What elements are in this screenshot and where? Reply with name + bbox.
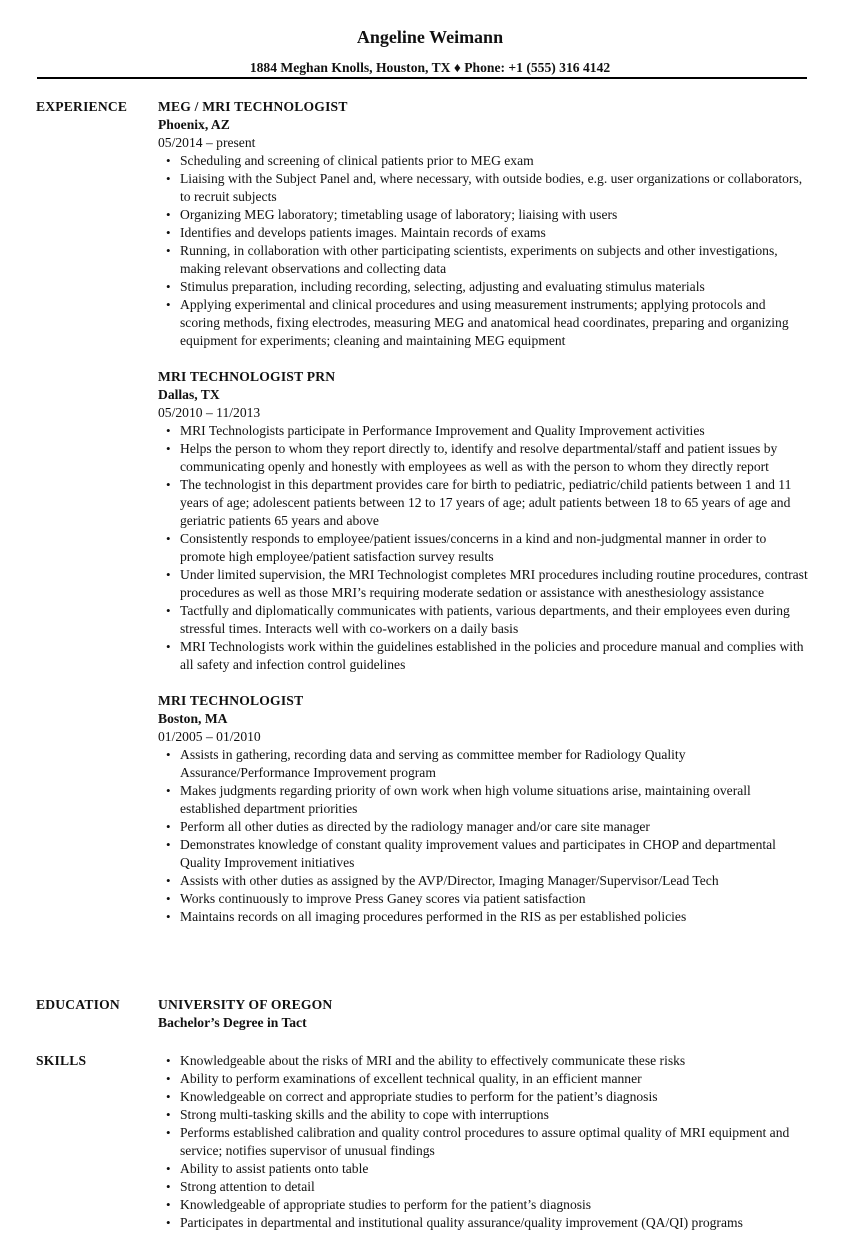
job-bullet: • Liaising with the Subject Panel and, where necessary, with outside bodies, e.g. user organizations or collaborators, to recruit subjects: [158, 170, 808, 206]
job-bullet: • Organizing MEG laboratory; timetabling usage of laboratory; liaising with users: [158, 206, 808, 224]
candidate-name: Angeline Weimann: [356, 27, 504, 47]
skill-item: • Knowledgeable of appropriate studies to perform for the patient’s diagnosis: [158, 1196, 808, 1214]
job-bullets: [158, 746, 808, 926]
job-bullet: • Running, in collaboration with other participating scientists, experiments on subjects and other investigations, making relevant observations and collecting data: [158, 242, 808, 278]
job-bullet: • Stimulus preparation, including recording, selecting, adjusting and evaluating stimulus materials: [158, 278, 808, 296]
job-bullet: • Consistently responds to employee/patient issues/concerns in a kind and non-judgmental manner in order to promote high employee/patient satisfaction survey results: [158, 530, 808, 566]
job-bullet: • Assists with other duties as assigned by the AVP/Director, Imaging Manager/Supervisor/Lead Tech: [158, 872, 808, 890]
skill-item: • Performs established calibration and quality control procedures to assure optimal quality of MRI equipment and service; notifies supervisor of unusual findings: [158, 1124, 808, 1160]
job-bullet: • Demonstrates knowledge of constant quality improvement values and participates in CHOP and departmental Quality Improvement initiatives: [158, 836, 808, 872]
experience-heading: EXPERIENCE: [36, 99, 128, 114]
job-bullet: • MRI Technologists work within the guidelines established in the policies and procedure manual and complies with all safety and infection control guidelines: [158, 638, 808, 674]
job-bullet: • Scheduling and screening of clinical patients prior to MEG exam: [158, 152, 808, 170]
degree-name: Bachelor’s Degree in Tact: [158, 1015, 307, 1030]
job-bullets: [158, 152, 808, 350]
school-name: UNIVERSITY OF OREGON: [158, 997, 333, 1012]
education-body: [158, 996, 808, 1032]
skills-list: [158, 1052, 808, 1232]
education-heading: EDUCATION: [36, 997, 120, 1012]
job-dates: 01/2005 – 01/2010: [158, 729, 261, 744]
job-bullet: • Perform all other duties as directed by the radiology manager and/or care site manager: [158, 818, 808, 836]
job-location: Phoenix, AZ: [158, 117, 230, 132]
job-bullet: • The technologist in this department provides care for birth to pediatric, pediatric/child patients between 1 and 11 years of age; adolescent patients between 12 to 17 years of age; adult patients between 18 to 65 years of age and geriatric patients 65 years and above: [158, 476, 808, 530]
job-bullet: • Applying experimental and clinical procedures and using measurement instruments; applying protocols and scoring methods, fixing electrodes, measuring MEG and anatomical head coordinates, preparing and organizing equipment for experiments; cleaning and maintaining MEG equipment: [158, 296, 808, 350]
job-location: Dallas, TX: [158, 387, 220, 402]
job-bullet: • Assists in gathering, recording data and serving as committee member for Radiology Quality Assurance/Performance Improvement program: [158, 746, 808, 782]
skill-item: • Participates in departmental and institutional quality assurance/quality improvement (QA/QI) programs: [158, 1214, 808, 1232]
job-dates: 05/2010 – 11/2013: [158, 405, 261, 420]
job-bullet: • Helps the person to whom they report directly to, identify and resolve departmental/staff and patient issues by communicating openly and honestly with employees as well as with the person to whom they directly report: [158, 440, 808, 476]
skill-item: • Strong multi-tasking skills and the ability to cope with interruptions: [158, 1106, 808, 1124]
job-dates: 05/2014 – present: [158, 135, 256, 150]
skill-item: • Knowledgeable about the risks of MRI and the ability to effectively communicate these risks: [158, 1052, 808, 1070]
skills-body: [158, 1052, 808, 1232]
job-bullet: • Identifies and develops patients images. Maintain records of exams: [158, 224, 808, 242]
job-entry: [158, 368, 808, 674]
skill-item: • Ability to assist patients onto table: [158, 1160, 808, 1178]
header-divider: [37, 77, 807, 79]
skill-item: • Knowledgeable on correct and appropriate studies to perform for the patient’s diagnosis: [158, 1088, 808, 1106]
job-title: MEG / MRI TECHNOLOGIST: [158, 99, 348, 114]
skills-heading: SKILLS: [36, 1053, 87, 1068]
job-bullets: [158, 422, 808, 674]
skill-item: • Ability to perform examinations of excellent technical quality, in an efficient manner: [158, 1070, 808, 1088]
skill-item: • Strong attention to detail: [158, 1178, 808, 1196]
job-bullet: • Works continuously to improve Press Ganey scores via patient satisfaction: [158, 890, 808, 908]
job-title: MRI TECHNOLOGIST PRN: [158, 369, 336, 384]
job-bullet: • Under limited supervision, the MRI Technologist completes MRI procedures including routine procedures, contrast procedures as well as those MRI’s requiring moderate sedation or assistance with anesthesiology assistance: [158, 566, 808, 602]
job-bullet: • Tactfully and diplomatically communicates with patients, various departments, and their employees even during stressful times. Interacts well with co-workers on a daily basis: [158, 602, 808, 638]
job-bullet: • Maintains records on all imaging procedures performed in the RIS as per established policies: [158, 908, 808, 926]
contact-line: 1884 Meghan Knolls, Houston, TX ♦ Phone: +1 (555) 316 4142: [249, 60, 611, 75]
job-location: Boston, MA: [158, 711, 228, 726]
job-bullet: • MRI Technologists participate in Performance Improvement and Quality Improvement activities: [158, 422, 808, 440]
job-entry: [158, 98, 808, 350]
job-title: MRI TECHNOLOGIST: [158, 693, 304, 708]
job-bullet: • Makes judgments regarding priority of own work when high volume situations arise, maintaining overall established department priorities: [158, 782, 808, 818]
experience-list: [158, 98, 808, 944]
job-entry: [158, 692, 808, 926]
